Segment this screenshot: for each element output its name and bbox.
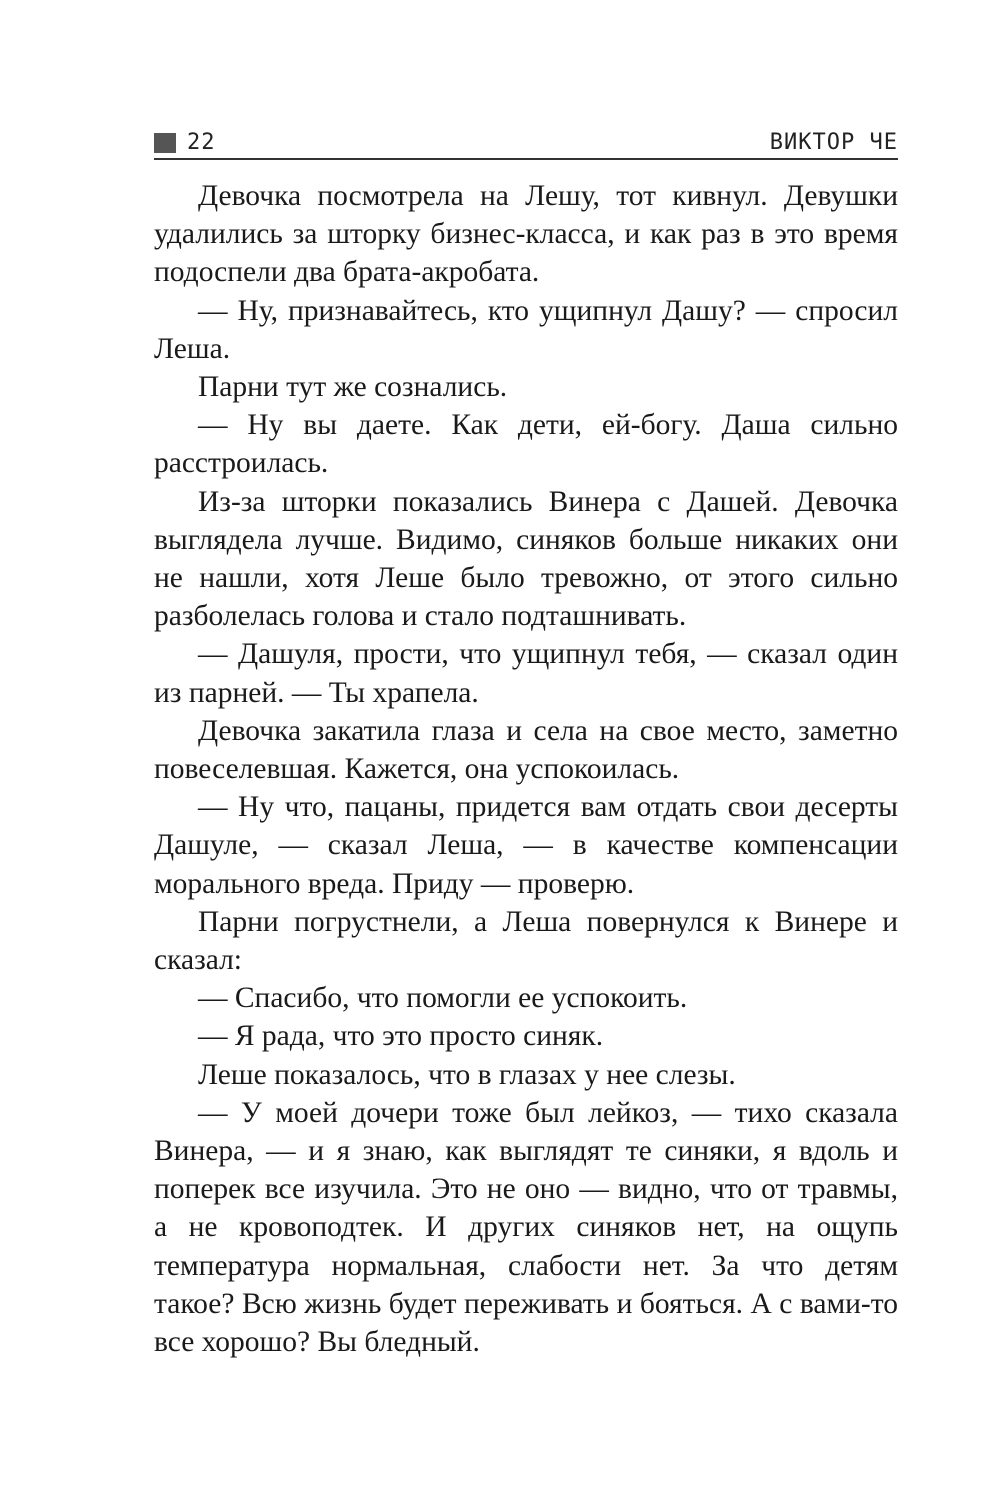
paragraph: Леше показалось, что в глазах у нее слезы. xyxy=(198,1058,736,1091)
page-marker-square xyxy=(154,133,176,153)
paragraph: Из-за шторки показались Винера с Дашей. Девочка выглядела лучше. Видимо, синяков больше никаких они не нашли, хотя Леше было тревожно, от этого сильно разболелась голова и стало подташнивать. xyxy=(154,485,898,633)
running-title: ВИКТОР ЧЕ xyxy=(769,130,898,155)
page-number: 22 xyxy=(187,130,216,155)
paragraph: — Спасибо, что помогли ее успокоить. xyxy=(198,982,688,1015)
paragraph: — Я рада, что это просто синяк. xyxy=(198,1020,604,1053)
page-header xyxy=(154,130,898,160)
paragraph: Девочка закатила глаза и села на свое место, заметно повеселевшая. Кажется, она успокоилась. xyxy=(154,714,898,786)
paragraph: Девочка посмотрела на Лешу, тот кивнул. Девушки удалились за шторку бизнес-класса, и как раз в это время подоспели два брата-акробата. xyxy=(154,180,898,289)
paragraph: — Ну вы даете. Как дети, ей-богу. Даша сильно расстроилась. xyxy=(154,409,898,480)
header-divider xyxy=(154,158,898,160)
paragraph: Парни погрустнели, а Леша повернулся к Винере и сказал: xyxy=(154,905,898,977)
paragraph: Парни тут же сознались. xyxy=(198,371,508,404)
paragraph: — Дашуля, прости, что ущипнул тебя, — сказал один из парней. — Ты храпела. xyxy=(154,638,898,709)
paragraph: — Ну, признавайтесь, кто ущипнул Дашу? — спросил Леша. xyxy=(154,294,898,365)
paragraph: — Ну что, пацаны, придется вам отдать свои десерты Дашуле, — сказал Леша, — в качестве компенсации морального вреда. Приду — проверю. xyxy=(154,791,898,900)
paragraph: — У моей дочери тоже был лейкоз, — тихо сказала Винера, — и я знаю, как выглядят те синяки, я вдоль и поперек все изучила. Это не оно — видно, что от травмы, а не кровоподтек. И других синяков нет, на ощупь температура нормальная, слабости нет. За что детям такое? Всю жизнь будет переживать и бояться. А с вами-то все хорошо? Вы бледный. xyxy=(154,1096,898,1359)
body-text xyxy=(154,177,898,1361)
